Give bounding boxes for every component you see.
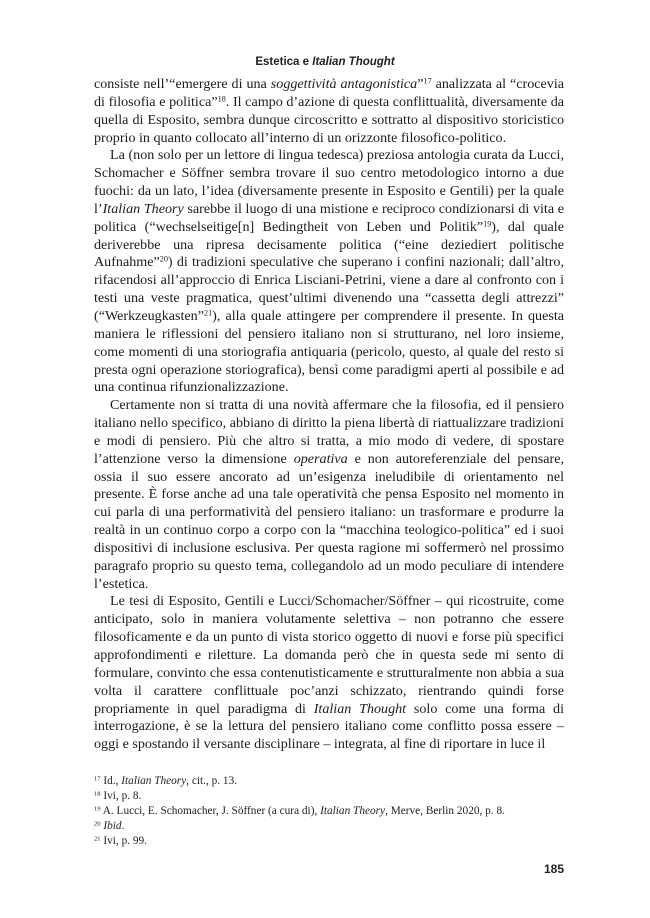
footnote: [94, 804, 564, 819]
text-run: , Merve, Berlin 2020, p. 8.: [385, 804, 505, 817]
italic-text: Italian Thought: [313, 700, 407, 717]
note-ref: 19: [483, 219, 492, 229]
text-run: .: [121, 819, 125, 832]
text-run: consiste nell’“emergere di una: [94, 76, 271, 92]
text-run: La (non solo per un lettore di lingua tedesca) preziosa antologia curata da Lucci, Schomacher e Söffner sembra trovare il suo centro metodologico intorno a due fuochi: da un lato, l’idea (diversamente presente in Esposito e Gentili) per la quale l’: [94, 147, 564, 217]
italic-text: Italian Theory: [320, 804, 386, 817]
running-head: [0, 56, 650, 68]
text-run: ), dal quale deriverebbe una ripresa decisamente politica (“eine deziediert politische Aufnahme”: [94, 218, 564, 271]
text-run: Id.,: [100, 775, 122, 787]
text-run: analizzata al “crocevia di filosofia e politica”: [94, 76, 564, 110]
note-ref: 21: [94, 835, 101, 843]
text-run: ”: [417, 76, 424, 92]
body-text: [94, 76, 564, 754]
text-run: Ivi, p. 8.: [100, 789, 142, 802]
text-run: ) di tradizioni speculative che superano i confini nazionali; dall’altro, rifacendosi all’approccio di Enrica Lisciani-Petrini, viene a dare al confronto con i testi una veste pragmatica, quest’ultimi divenendo una “cassetta degli attrezzi” (“Werkzeugkasten”: [94, 254, 564, 324]
text-run: , cit., p. 13.: [186, 775, 238, 787]
paragraph: [94, 397, 564, 593]
paragraph: [94, 147, 564, 397]
footnote: [94, 819, 564, 834]
text-run: e non autoreferenziale del pensare, ossia il suo essere ancorato ad un’esigenza ineludibile di orientamento nel presente. È forse anche ad una tale operatività che pensa Esposito nel momento in cui parla di una performatività del pensiero italiano: un trasformare e produrre la realtà in un continuo corpo a corpo con la “macchina teologico-politica” ed i suoi dispositivi di inclusione esclusiva. Per questa ragione mi soffermerò nel prossimo paragrafo proprio su questo tema, collegandolo ad un modo peculiare di intendere l’estetica.: [94, 450, 564, 592]
note-ref: 20: [159, 254, 168, 264]
note-ref: 18: [217, 94, 226, 104]
note-ref: 18: [94, 790, 101, 798]
note-ref: 19: [94, 805, 101, 813]
italic-text: Ibid: [103, 819, 122, 832]
paragraph: [94, 593, 564, 754]
italic-text: soggettività antagonistica: [270, 76, 418, 92]
text-run: ), alla quale attingere per comprendere il presente. In questa maniera le riflessioni del pensiero italiano non si strutturano, nel loro insieme, come momenti di una storiografia antiquaria (pericolo, questo, al quale del resto si presta ogni operazione storiografica), bensì come paradigmi aperti al possibile e ad una continua rifunzionalizzazione.: [94, 307, 564, 396]
page-number: 185: [543, 862, 564, 876]
text-run: A. Lucci, E. Schomacher, J. Söffner (a cura di),: [100, 804, 321, 817]
text-run: Ivi, p. 99.: [100, 834, 147, 847]
running-head-title: Italian Thought: [312, 56, 395, 68]
italic-text: Italian Theory: [121, 775, 187, 787]
footnote: [94, 774, 564, 789]
paragraph: [94, 76, 564, 147]
note-ref: 21: [203, 308, 213, 318]
running-head-prefix: Estetica e: [255, 56, 313, 68]
text-run: Le tesi di Esposito, Gentili e Lucci/Schomacher/Söffner – qui ricostruite, come anticipato, solo in maniera volutamente selettiva – non potranno che essere filosoficamente e da un punto di vista storico oggetto di nuovi e forse più specifici approfondimenti e riletture. La domanda però che in questa sede mi sento di formulare, convinto che essa contenutisticamente e strutturalmente non abbia a sua volta il carattere conflittuale poc’anzi schizzato, rientrando quindi forse propriamente in quel paradigma di: [94, 593, 564, 717]
footnote: [94, 789, 564, 804]
italic-text: operativa: [293, 450, 348, 467]
note-ref: 17: [94, 775, 101, 783]
note-ref: 20: [94, 820, 101, 828]
text-run: . Il campo d’azione di questa conflittualità, diversamente da quella di Esposito, sembra dunque circoscritto e sottratto al dispositivo storicistico proprio in quanto collocato all’interno di un orizzonte filosofico-politico.: [94, 93, 565, 146]
footnotes: [94, 774, 564, 849]
footnote: [94, 834, 564, 849]
text-run: sarebbe il luogo di una mistione e reciproco condizionarsi di vita e politica (“wechselseitige[n] Bedingtheit von Leben und Politik”: [94, 200, 564, 235]
note-ref: 17: [423, 76, 432, 86]
text-run: Certamente non si tratta di una novità affermare che la filosofia, ed il pensiero italiano nello specifico, abbiano di diritto la piena libertà di riattualizzare tradizioni e modi di pensiero. Più che altro si tratta, a mio modo di vedere, di spostare l’attenzione verso la dimensione: [94, 397, 564, 467]
text-run: solo come una forma di interrogazione, è se la lettura del pensiero italiano come conflitto possa essere – oggi e spostando il versante disciplinare – integrata, al fine di riportare in luce il: [94, 700, 564, 753]
italic-text: Italian Theory: [102, 200, 184, 217]
